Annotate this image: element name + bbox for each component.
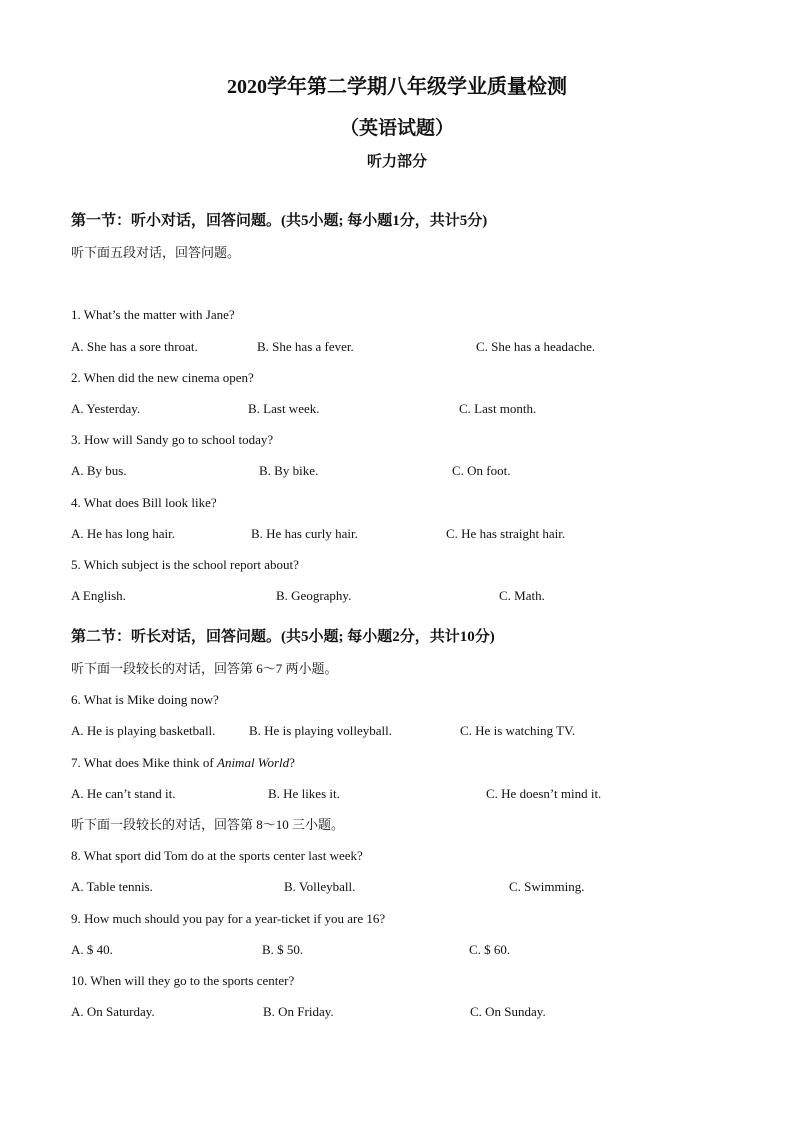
question-10-option-c: C. On Sunday. [470,1004,546,1019]
question-6: 6. What is Mike doing now? [71,692,219,707]
question-7-option-a: A. He can’t stand it. [71,786,176,801]
question-2-option-c: C. Last month. [459,401,537,416]
exam-subtitle: （英语试题） [339,118,454,139]
question-7-prefix: 7. What does Mike think of [71,755,217,770]
section1-heading: 第一节：听小对话，回答问题。(共5小题; 每小题1分，共计5分) [71,213,488,229]
question-8-option-c: C. Swimming. [509,879,585,894]
question-5-option-c: C. Math. [499,588,545,603]
question-5: 5. Which subject is the school report about? [71,557,299,572]
question-3: 3. How will Sandy go to school today? [71,432,274,447]
question-9: 9. How much should you pay for a year-ticket if you are 16? [71,911,386,926]
section2-instruction-1: 听下面一段较长的对话，回答第 6～7 两小题。 [71,661,338,676]
section1-instruction: 听下面五段对话，回答问题。 [71,245,241,260]
question-7-title: Animal World [217,755,290,770]
question-7 [71,755,295,771]
question-5-option-a: A English. [71,588,126,603]
exam-title: 2020学年第二学期八年级学业质量检测 [227,76,567,98]
question-1: 1. What’s the matter with Jane? [71,307,235,322]
question-4-option-a: A. He has long hair. [71,526,175,541]
question-10-option-a: A. On Saturday. [71,1004,155,1019]
question-2-option-a: A. Yesterday. [71,401,141,416]
question-1-option-b: B. She has a fever. [257,339,354,354]
question-3-option-c: C. On foot. [452,463,511,478]
section2-heading: 第二节：听长对话，回答问题。(共5小题; 每小题2分，共计10分) [71,629,495,645]
section2-instruction-2: 听下面一段较长的对话，回答第 8～10 三小题。 [71,817,345,832]
question-1-option-c: C. She has a headache. [476,339,596,354]
question-4: 4. What does Bill look like? [71,495,217,510]
question-9-option-b: B. $ 50. [262,942,304,957]
question-7-option-c: C. He doesn’t mind it. [486,786,602,801]
question-8-option-a: A. Table tennis. [71,879,153,894]
question-8: 8. What sport did Tom do at the sports center last week? [71,848,363,863]
question-5-option-b: B. Geography. [276,588,352,603]
question-9-option-c: C. $ 60. [469,942,511,957]
question-10: 10. When will they go to the sports center? [71,973,295,988]
question-9-option-a: A. $ 40. [71,942,113,957]
question-3-option-b: B. By bike. [259,463,319,478]
part-title: 听力部分 [366,154,427,170]
question-2: 2. When did the new cinema open? [71,370,254,385]
question-4-option-c: C. He has straight hair. [446,526,566,541]
question-3-option-a: A. By bus. [71,463,127,478]
question-6-option-c: C. He is watching TV. [460,723,576,738]
question-1-option-a: A. She has a sore throat. [71,339,198,354]
question-4-option-b: B. He has curly hair. [251,526,358,541]
question-7-option-b: B. He likes it. [268,786,340,801]
question-10-option-b: B. On Friday. [263,1004,334,1019]
question-2-option-b: B. Last week. [248,401,320,416]
question-8-option-b: B. Volleyball. [284,879,356,894]
question-6-option-b: B. He is playing volleyball. [249,723,392,738]
question-6-option-a: A. He is playing basketball. [71,723,216,738]
question-7-suffix: ? [289,755,295,770]
